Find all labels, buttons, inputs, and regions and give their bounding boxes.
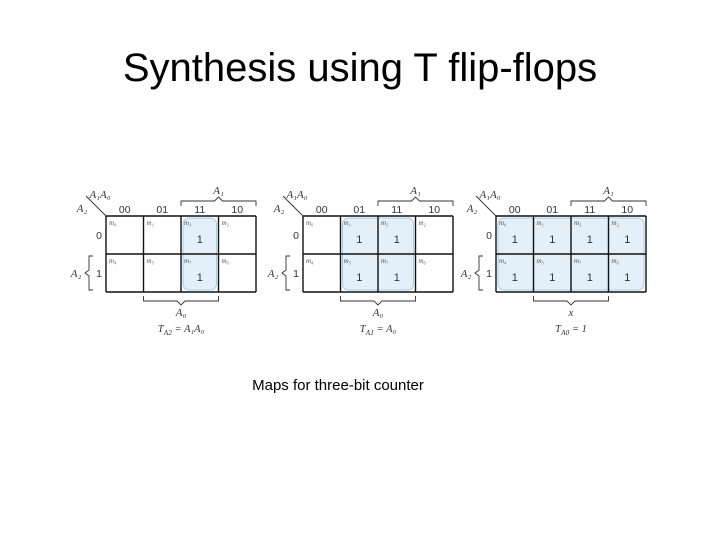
row-header: 0: [96, 230, 102, 242]
map-equation: $T_{A2} = A_1A_0$: [157, 324, 205, 337]
cell-value: 1: [624, 234, 631, 246]
minterm-label: m₂: [221, 219, 229, 227]
column-header: 10: [231, 204, 244, 216]
kmap-grid: [106, 216, 256, 292]
bottom-brace-label: x: [568, 307, 574, 319]
top-brace-label: A₁: [213, 185, 224, 197]
figure-caption: Maps for three-bit counter: [252, 377, 424, 394]
column-header: 00: [315, 204, 328, 216]
corner-column-vars: A₁A₀: [479, 189, 501, 201]
minterm-label: m₅: [536, 257, 544, 265]
minterm-label: m₇: [381, 257, 389, 265]
left-brace-label: A₂: [267, 268, 279, 280]
column-header: 10: [621, 204, 634, 216]
cell-value: 1: [196, 234, 203, 246]
cell-value: 1: [549, 272, 556, 284]
column-header: 10: [428, 204, 441, 216]
kmap-grid: [303, 216, 453, 292]
kmap-t-a0: [458, 182, 658, 338]
corner-column-vars: A₁A₀: [89, 189, 111, 201]
corner-row-var: A₂: [273, 203, 285, 215]
column-header: 11: [194, 204, 206, 216]
column-header: 00: [508, 204, 521, 216]
minterm-label: m₁: [536, 219, 544, 227]
kmap-t-a1: [265, 182, 465, 338]
left-brace: [85, 256, 93, 290]
row-header: 1: [96, 268, 102, 280]
kmap-svg: [68, 182, 268, 338]
minterm-label: m₄: [109, 257, 117, 265]
corner-column-vars: A₁A₀: [286, 189, 308, 201]
cell-value: 1: [356, 272, 363, 284]
column-header: 01: [546, 204, 559, 216]
map-equation: $T_{A1} = A_0$: [359, 324, 397, 337]
minterm-label: m₇: [574, 257, 582, 265]
bottom-brace: [341, 296, 416, 305]
kmap-t-a2: [68, 182, 268, 338]
minterm-label: m₆: [221, 257, 229, 265]
cell-value: 1: [393, 234, 400, 246]
cell-value: 1: [549, 234, 556, 246]
minterm-label: m₂: [418, 219, 426, 227]
left-brace: [282, 256, 290, 290]
column-header: 01: [156, 204, 169, 216]
top-brace-label: A₁: [410, 185, 421, 197]
minterm-label: m₁: [343, 219, 351, 227]
cell-value: 1: [586, 272, 593, 284]
bottom-brace: [534, 296, 609, 305]
map-equation: $T_{A0} = 1$: [555, 324, 587, 337]
top-brace: [378, 197, 453, 206]
cell-value: 1: [586, 234, 593, 246]
row-header: 1: [486, 268, 492, 280]
bottom-brace-label: A₀: [175, 307, 187, 319]
top-brace: [181, 197, 256, 206]
column-header: 00: [118, 204, 131, 216]
cell-value: 1: [511, 234, 518, 246]
minterm-label: m₅: [343, 257, 351, 265]
minterm-label: m₃: [381, 219, 389, 227]
minterm-label: m₀: [306, 219, 314, 227]
minterm-label: m₄: [499, 257, 507, 265]
kmap-svg: [458, 182, 658, 338]
minterm-label: m₃: [574, 219, 582, 227]
cell-value: 1: [196, 272, 203, 284]
top-brace-label: A₁: [603, 185, 614, 197]
minterm-label: m₆: [611, 257, 619, 265]
minterm-label: m₀: [499, 219, 507, 227]
left-brace: [475, 256, 483, 290]
minterm-label: m₁: [146, 219, 154, 227]
bottom-brace-label: A₀: [372, 307, 384, 319]
kmap-svg: [265, 182, 465, 338]
top-brace: [571, 197, 646, 206]
corner-row-var: A₂: [466, 203, 478, 215]
row-header: 1: [293, 268, 299, 280]
row-header: 0: [486, 230, 492, 242]
cell-value: 1: [624, 272, 631, 284]
minterm-label: m₇: [184, 257, 192, 265]
row-header: 0: [293, 230, 299, 242]
minterm-label: m₄: [306, 257, 314, 265]
left-brace-label: A₂: [70, 268, 82, 280]
slide-title: Synthesis using T flip-flops: [122, 46, 598, 90]
corner-row-var: A₂: [76, 203, 88, 215]
column-header: 01: [353, 204, 366, 216]
minterm-label: m₂: [611, 219, 619, 227]
minterm-label: m₃: [184, 219, 192, 227]
column-header: 11: [584, 204, 596, 216]
minterm-label: m₅: [146, 257, 154, 265]
minterm-label: m₀: [109, 219, 117, 227]
left-brace-label: A₂: [460, 268, 472, 280]
column-header: 11: [391, 204, 403, 216]
bottom-brace: [144, 296, 219, 305]
minterm-label: m₆: [418, 257, 426, 265]
cell-value: 1: [356, 234, 363, 246]
cell-value: 1: [511, 272, 518, 284]
cell-value: 1: [393, 272, 400, 284]
